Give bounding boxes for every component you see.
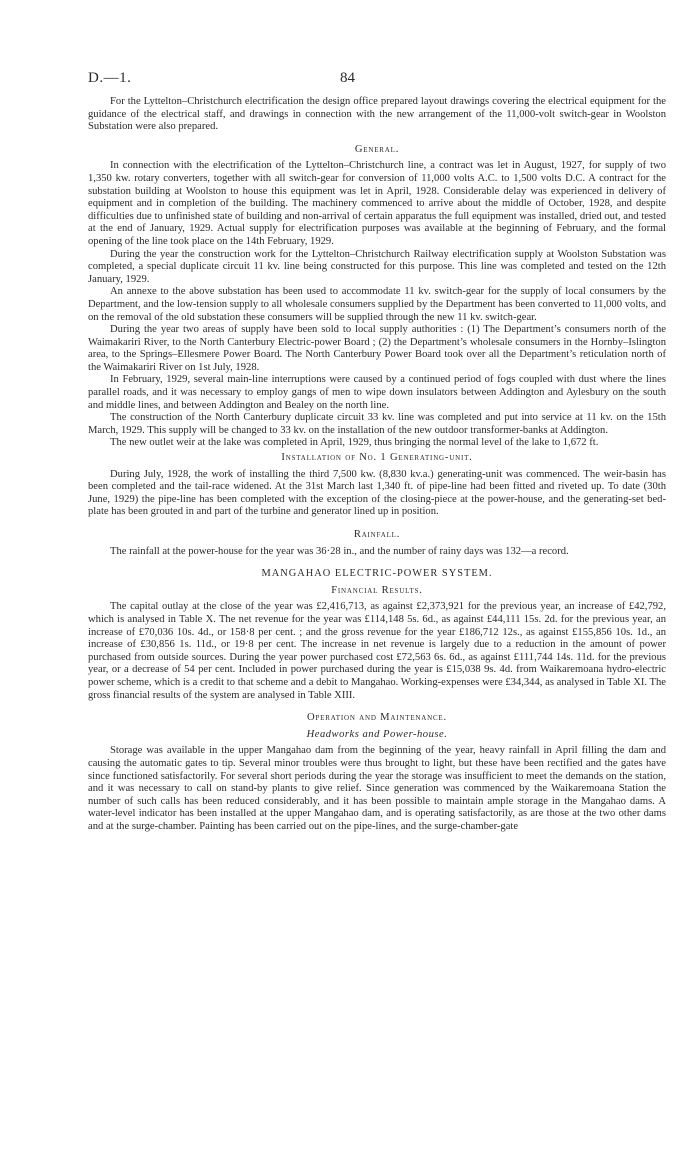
paragraph: During July, 1928, the work of installing the third 7,500 kw. (8,830 kv.a.) generating-unit was commenced. The weir-basin has been completed and the tail-race widened. At the 31st March last 1,340 ft. of pipe-line had been fitted and riveted up. To date (30th June, 1929) the pipe-line has been completed with the exception of the closing-piece at the power-house, and the generating-set bed-plate has been grouted in and part of the turbine and generator lined up in position. (88, 468, 666, 518)
paragraph: The capital outlay at the close of the year was £2,416,713, as against £2,373,921 for the previous year, an increase of £42,792, which is analysed in Table X. The net revenue for the year was £114,148 5s. 6d., as against £44,111 15s. 2d. for the previous year, an increase of £70,036 10s. 4d., or 158·8 per cent. ; and the gross revenue for the year £186,712 12s., as against £155,856 10s. 1d., an increase of £30,856 1s. 11d., or 19·8 per cent. The increase in net revenue is largely due to a reduction in the amount of power purchased from outside sources. During the year power purchased cost £72,563 6s. 6d., as against £111,744 14s. 11d. for the previous year, or a decrease of 54 per cent. Included in power purchased during the year is £15,038 9s. 4d. from Waikaremoana hydro-electric power scheme, which is a credit to that scheme and a debit to Mangahao. Working-expenses were £34,344, as analysed in Table XI. The gross financial results of the system are analysed in Table XIII. (88, 601, 666, 701)
paragraph: The rainfall at the power-house for the year was 36·28 in., and the number of rainy days was 132—a record. (110, 545, 569, 557)
section-heading-installation: Installation of No. 1 Generating-unit. (281, 452, 473, 464)
section-heading-rainfall: Rainfall. (353, 529, 401, 540)
subsection-heading-headworks: Headworks and Power-house. (306, 728, 448, 740)
paragraph: An annexe to the above substation has been used to accommodate 11 kv. switch-gear for the supply of local consumers by the Department, and the low-tension supply to all wholesale consumers supplied by the Department has been converted to 11,000 volts, and on the removal of the old substation these consumers will be supplied through the new 11 kv. switch-gear. (88, 286, 666, 323)
paragraph: In February, 1929, several main-line interruptions were caused by a continued period of fogs coupled with dust where the lines parallel roads, and it was necessary to employ gangs of men to wipe down insulators between Addington and Aylesbury on the south and middle lines, and between Addington and Bealey on the north line. (88, 374, 666, 411)
section-heading-operation: Operation and Maintenance. (307, 712, 447, 724)
document-body (88, 96, 666, 833)
paragraph: The new outlet weir at the lake was completed in April, 1929, thus bringing the normal level of the lake to 1,672 ft. (110, 437, 599, 449)
system-heading: MANGAHAO ELECTRIC-POWER SYSTEM. (261, 568, 493, 580)
paragraph: The construction of the North Canterbury duplicate circuit 33 kv. line was completed and put into service at 11 kv. on the 15th March, 1929. This supply will be changed to 33 kv. on the installation of the new outdoor transformer-banks at Addington. (88, 412, 666, 436)
paragraph: In connection with the electrification of the Lyttelton–Christchurch line, a contract was let in August, 1927, for supply of two 1,350 kw. rotary converters, together with all switch-gear for conversion of 11,000 volts A.C. to 1,500 volts D.C. A contract for the substation building at Woolston to house this equipment was let in April, 1928. Considerable delay was experienced in delivery of equipment and in completion of the building. The machinery commenced to arrive about the middle of October, 1928, and despite difficulties due to unfinished state of building and non-arrival of certain apparatus the full equipment was installed, dried out, and tested at the end of January, 1929. Actual supply for electrification purposes was available at the beginning of February, and the formal opening of the line took place on the 14th February, 1929. (88, 160, 666, 247)
paragraph: Storage was available in the upper Mangahao dam from the beginning of the year, heavy rainfall in April filling the dam and causing the automatic gates to tip. Several minor troubles were thus brought to light, but these have been rectified and the gates have since functioned satisfactorily. For several short periods during the year the storage was insufficient to meet the demands on the station, and it was necessary to call on stand-by plants to give relief. Since generation was commenced by the Waikaremoana Station the number of such calls has been reduced considerably, and it has been possible to maintain ample storage in the Mangahao dams. A water-level indicator has been installed at the upper Mangahao dam, and is operating satisfactorily, as are those at the two other dams and at the surge-chamber. Painting has been carried out on the pipe-lines, and the surge-chamber-gate (88, 745, 666, 832)
section-heading-general: General. (354, 143, 400, 155)
paragraph: During the year the construction work for the Lyttelton–Christchurch Railway electrification supply at Woolston Substation was completed, a special duplicate circuit 11 kv. line being constructed for this purpose. This line was completed and tested on the 12th January, 1929. (88, 248, 666, 285)
intro-paragraph: For the Lyttelton–Christchurch electrification the design office prepared layout drawings covering the electrical equipment for the guidance of the electrical staff, and drawings in connection with the new arrangement of the 11,000-volt switch-gear in Woolston Substation were also prepared. (88, 96, 666, 133)
document-code: D.—1. (88, 70, 132, 86)
section-heading-financial: Financial Results. (331, 584, 423, 596)
page-number: 84 (340, 70, 355, 86)
paragraph: During the year two areas of supply have been sold to local supply authorities : (1) The Department’s consumers north of the Waimakariri River, to the North Canterbury Electric-power Board ; (2) the Department’s wholesale consumers in the Hornby–Islington area, to the Springs–Ellesmere Power Board. The North Canterbury Power Board took over all the Department’s reticulation north of the Waimakariri River on 1st July, 1928. (88, 324, 666, 373)
